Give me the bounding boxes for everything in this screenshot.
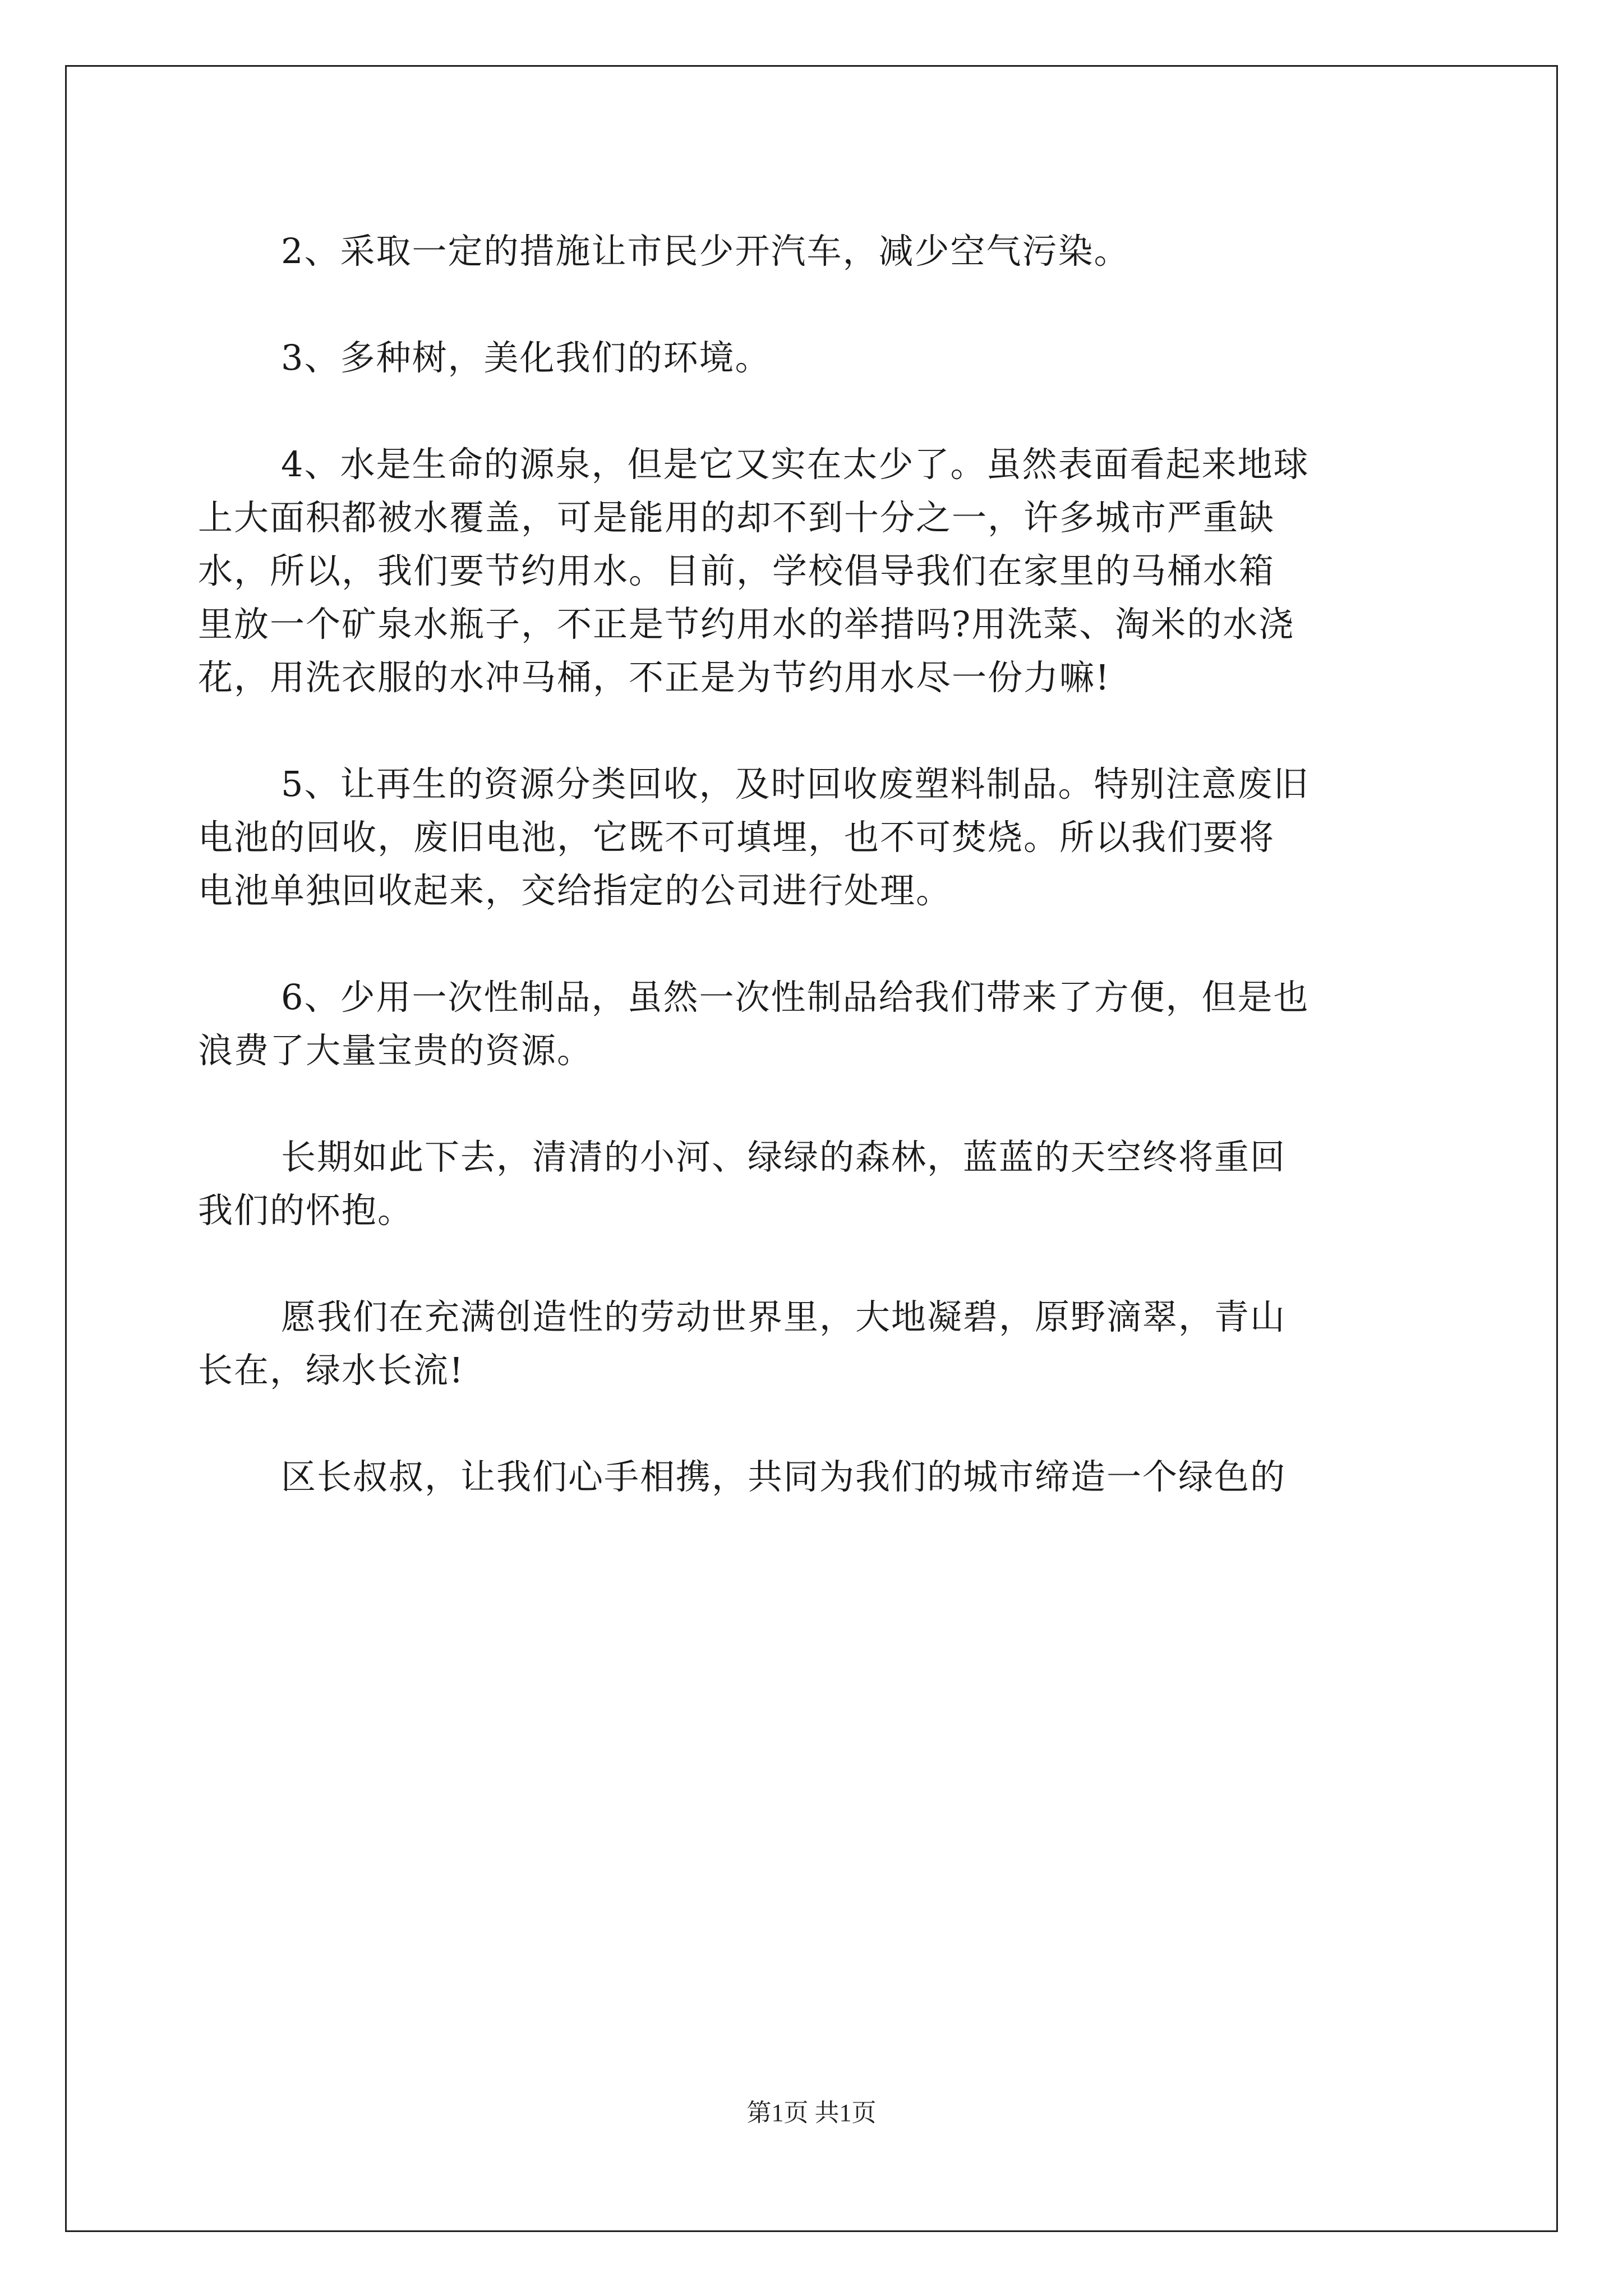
text-line: 区长叔叔，让我们心手相携，共同为我们的城市缔造一个绿色的 (281, 1456, 1287, 1497)
text-line: 我们的怀抱。 (198, 1190, 414, 1231)
text-line: 长在，绿水长流! (198, 1350, 464, 1391)
text-line: 3、多种树，美化我们的环境。 (281, 337, 771, 378)
text-line: 长期如此下去，清清的小河、绿绿的森林，蓝蓝的天空终将重回 (281, 1137, 1287, 1177)
text-line: 愿我们在充满创造性的劳动世界里，大地凝碧，原野滴翠，青山 (281, 1296, 1287, 1337)
text-line: 4、水是生命的源泉，但是它又实在太少了。虽然表面看起来地球 (281, 444, 1310, 485)
text-line: 5、让再生的资源分类回收，及时回收废塑料制品。特别注意废旧 (281, 763, 1310, 804)
text-line: 6、少用一次性制品，虽然一次性制品给我们带来了方便，但是也 (281, 977, 1310, 1018)
text-line: 浪费了大量宝贵的资源。 (198, 1030, 593, 1071)
paragraph-closing (198, 1450, 1432, 1503)
page-number-footer: 第1页 共1页 (746, 2099, 877, 2127)
paragraph-outlook (198, 1130, 1432, 1237)
paragraph-wish (198, 1290, 1432, 1397)
text-line: 里放一个矿泉水瓶子，不正是节约用水的举措吗?用洗菜、淘米的水浇 (198, 604, 1295, 645)
paragraph-2 (198, 224, 1432, 278)
paragraph-6 (198, 970, 1432, 1077)
text-line: 2、采取一定的措施让市民少开汽车，减少空气污染。 (281, 231, 1130, 272)
paragraph-3 (198, 331, 1432, 384)
text-line: 电池的回收，废旧电池，它既不可填埋，也不可焚烧。所以我们要将 (198, 817, 1275, 858)
text-line: 花，用洗衣服的水冲马桶，不正是为节约用水尽一份力嘛! (198, 657, 1110, 698)
paragraph-4 (198, 438, 1432, 704)
document-body (198, 224, 1432, 1503)
text-line: 水，所以，我们要节约用水。目前，学校倡导我们在家里的马桶水箱 (198, 550, 1275, 591)
paragraph-5 (198, 757, 1432, 917)
text-line: 上大面积都被水覆盖，可是能用的却不到十分之一，许多城市严重缺 (198, 497, 1275, 538)
text-line: 电池单独回收起来，交给指定的公司进行处理。 (198, 870, 952, 911)
